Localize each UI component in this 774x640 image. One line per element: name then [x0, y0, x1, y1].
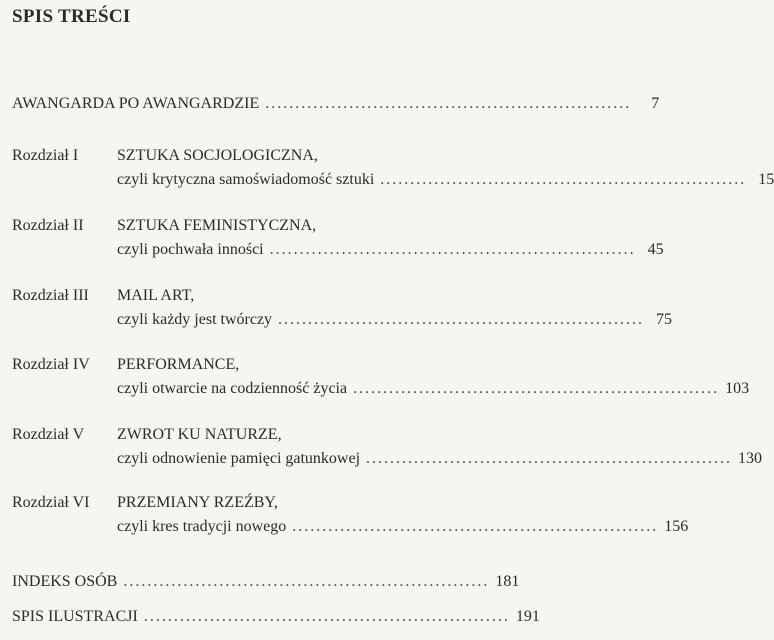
toc-entry-title: INDEKS OSÓB [12, 573, 118, 590]
leader-dots: ............................................................. [278, 311, 645, 328]
chapter-title: SZTUKA SOCJOLOGICZNA, [117, 147, 318, 164]
chapter-label: Rozdział III [12, 287, 89, 304]
page-title: SPIS TREŚCI [12, 6, 131, 27]
chapter-title: ZWROT KU NATURZE, [117, 426, 282, 443]
toc-entry-title: SPIS ILUSTRACJI [12, 608, 138, 625]
chapter-title: PERFORMANCE, [117, 356, 240, 373]
toc-entry-chapter-3[interactable] [12, 287, 673, 335]
chapter-subtitle: czyli krytyczna samoświadomość sztuki [117, 171, 375, 188]
chapter-subtitle: czyli kres tradycji nowego [117, 518, 287, 535]
leader-dots: ............................................................. [143, 608, 510, 625]
chapter-label: Rozdział II [12, 217, 84, 234]
chapter-title: PRZEMIANY RZEŹBY, [117, 494, 278, 511]
toc-entry-chapter-4[interactable] [12, 356, 750, 404]
toc-entry-chapter-1[interactable] [12, 147, 774, 195]
chapter-label: Rozdział IV [12, 356, 90, 373]
toc-entry-chapter-5[interactable] [12, 426, 763, 474]
leader-dots: ............................................................. [353, 380, 720, 397]
chapter-subtitle: czyli otwarcie na codzienność życia [117, 380, 348, 397]
chapter-label: Rozdział I [12, 147, 79, 164]
toc-entry-chapter-6[interactable] [12, 494, 689, 542]
page-number: 45 [647, 241, 664, 258]
chapter-title: SZTUKA FEMINISTYCZNA, [117, 217, 317, 234]
page-number: 130 [738, 450, 763, 467]
toc-entry-title: AWANGARDA PO AWANGARDZIE [12, 95, 260, 112]
page-number: 103 [725, 380, 750, 397]
chapter-subtitle: czyli odnowienie pamięci gatunkowej [117, 450, 361, 467]
page-number: 7 [651, 95, 660, 112]
chapter-label: Rozdział V [12, 426, 85, 443]
toc-entry-index[interactable] [12, 573, 520, 597]
leader-dots: ............................................................. [292, 518, 659, 535]
leader-dots: ............................................................. [380, 171, 747, 188]
chapter-subtitle: czyli każdy jest twórczy [117, 311, 273, 328]
page-number: 156 [664, 518, 689, 535]
page-number: 191 [515, 608, 540, 625]
leader-dots: ............................................................. [269, 241, 636, 258]
page-number: 15 [758, 171, 774, 188]
chapter-title: MAIL ART, [117, 287, 195, 304]
page-number: 181 [495, 573, 520, 590]
toc-entry-illustrations[interactable] [12, 608, 540, 632]
chapter-subtitle: czyli pochwała inności [117, 241, 264, 258]
leader-dots: ............................................................. [366, 450, 733, 467]
toc-entry-chapter-2[interactable] [12, 217, 664, 265]
leader-dots: ............................................................. [123, 573, 490, 590]
chapter-label: Rozdział VI [12, 494, 90, 511]
leader-dots: ............................................................. [265, 95, 632, 112]
toc-entry-intro[interactable] [12, 95, 660, 119]
page-number: 75 [656, 311, 673, 328]
